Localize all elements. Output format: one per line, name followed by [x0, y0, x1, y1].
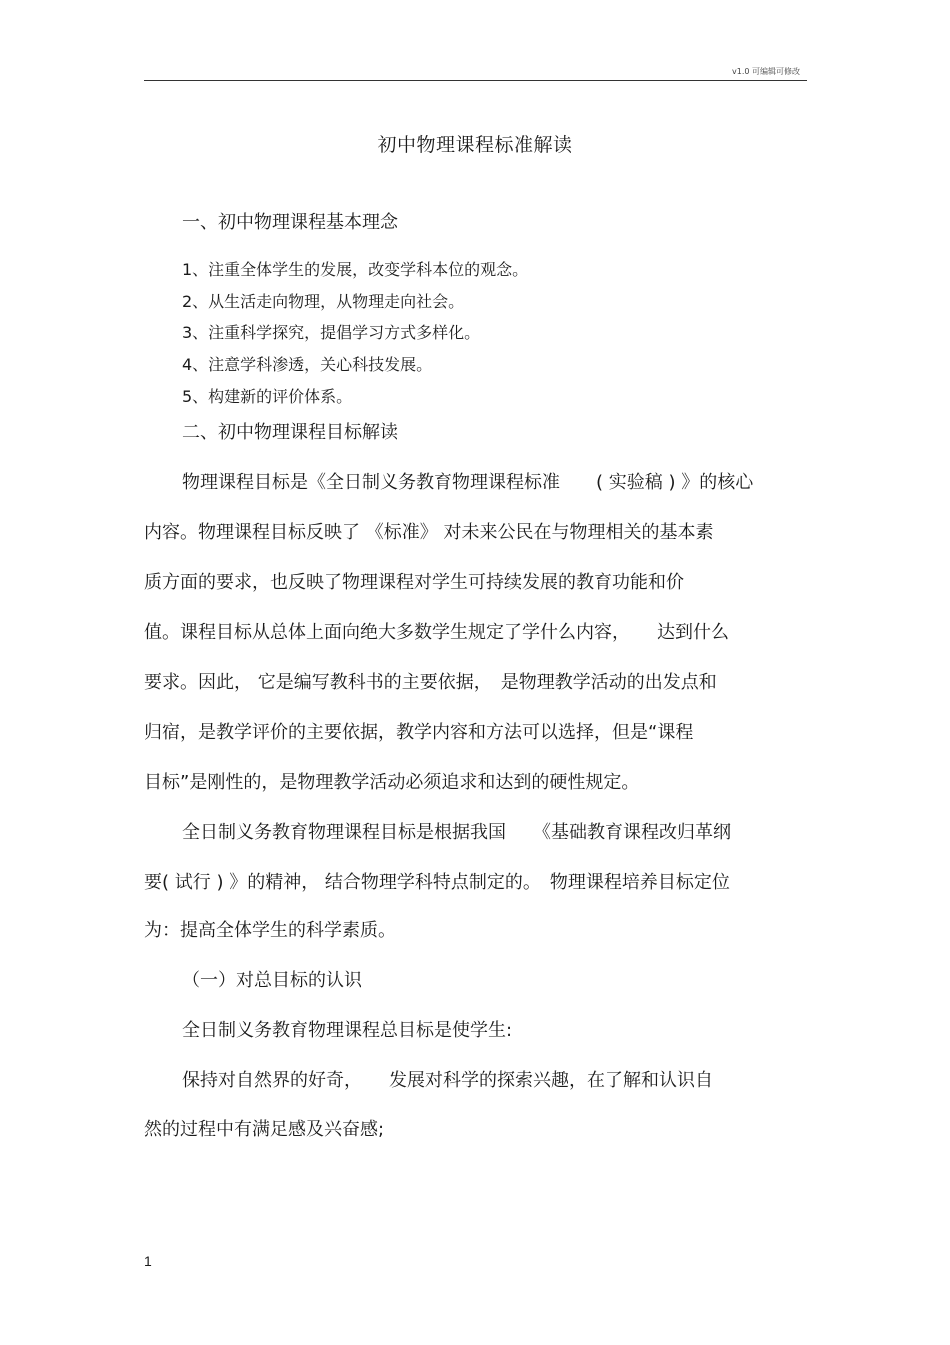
paragraph-line: 全日制义务教育物理课程总目标是使学生: — [182, 1020, 513, 1041]
paragraph-line: 然的过程中有满足感及兴奋感; — [144, 1119, 385, 1140]
paragraph-line: 要( 试行 ) 》的精神， 结合物理学科特点制定的。 物理课程培养目标定位 — [144, 872, 730, 893]
list-item: 2、从生活走向物理，从物理走向社会。 — [182, 292, 465, 311]
list-item: 4、注意学科渗透，关心科技发展。 — [182, 355, 433, 374]
list-item: 5、构建新的评价体系。 — [182, 387, 353, 406]
header-rule — [144, 80, 807, 81]
paragraph-line: 物理课程目标是《全日制义务教育物理课程标准 ( 实验稿 ) 》的核心 — [182, 472, 754, 493]
section1-heading: 一、初中物理课程基本理念 — [182, 212, 398, 233]
header-version-note: v1.0 可编辑可修改 — [732, 67, 800, 76]
paragraph-line: 质方面的要求，也反映了物理课程对学生可持续发展的教育功能和价 — [144, 572, 684, 593]
page-number: 1 — [144, 1253, 152, 1269]
subsection-heading: （一）对总目标的认识 — [182, 970, 362, 991]
list-item: 3、注重科学探究，提倡学习方式多样化。 — [182, 323, 481, 342]
paragraph-line: 为：提高全体学生的科学素质。 — [144, 920, 396, 941]
paragraph-line: 归宿，是教学评价的主要依据，教学内容和方法可以选择，但是“课程 — [144, 722, 694, 743]
paragraph-line: 要求。因此， 它是编写教科书的主要依据， 是物理教学活动的出发点和 — [144, 672, 717, 693]
paragraph-line: 目标”是刚性的，是物理教学活动必须追求和达到的硬性规定。 — [144, 772, 640, 793]
paragraph-line: 值。课程目标从总体上面向绝大多数学生规定了学什么内容， 达到什么 — [144, 622, 729, 643]
document-title: 初中物理课程标准解读 — [377, 134, 573, 156]
paragraph-line: 全日制义务教育物理课程目标是根据我国 《基础教育课程改归革纲 — [182, 822, 731, 843]
section2-heading: 二、初中物理课程目标解读 — [182, 422, 398, 443]
paragraph-line: 内容。物理课程目标反映了 《标准》 对未来公民在与物理相关的基本素 — [144, 522, 714, 543]
list-item: 1、注重全体学生的发展，改变学科本位的观念。 — [182, 260, 529, 279]
paragraph-line: 保持对自然界的好奇， 发展对科学的探索兴趣，在了解和认识自 — [182, 1070, 713, 1091]
